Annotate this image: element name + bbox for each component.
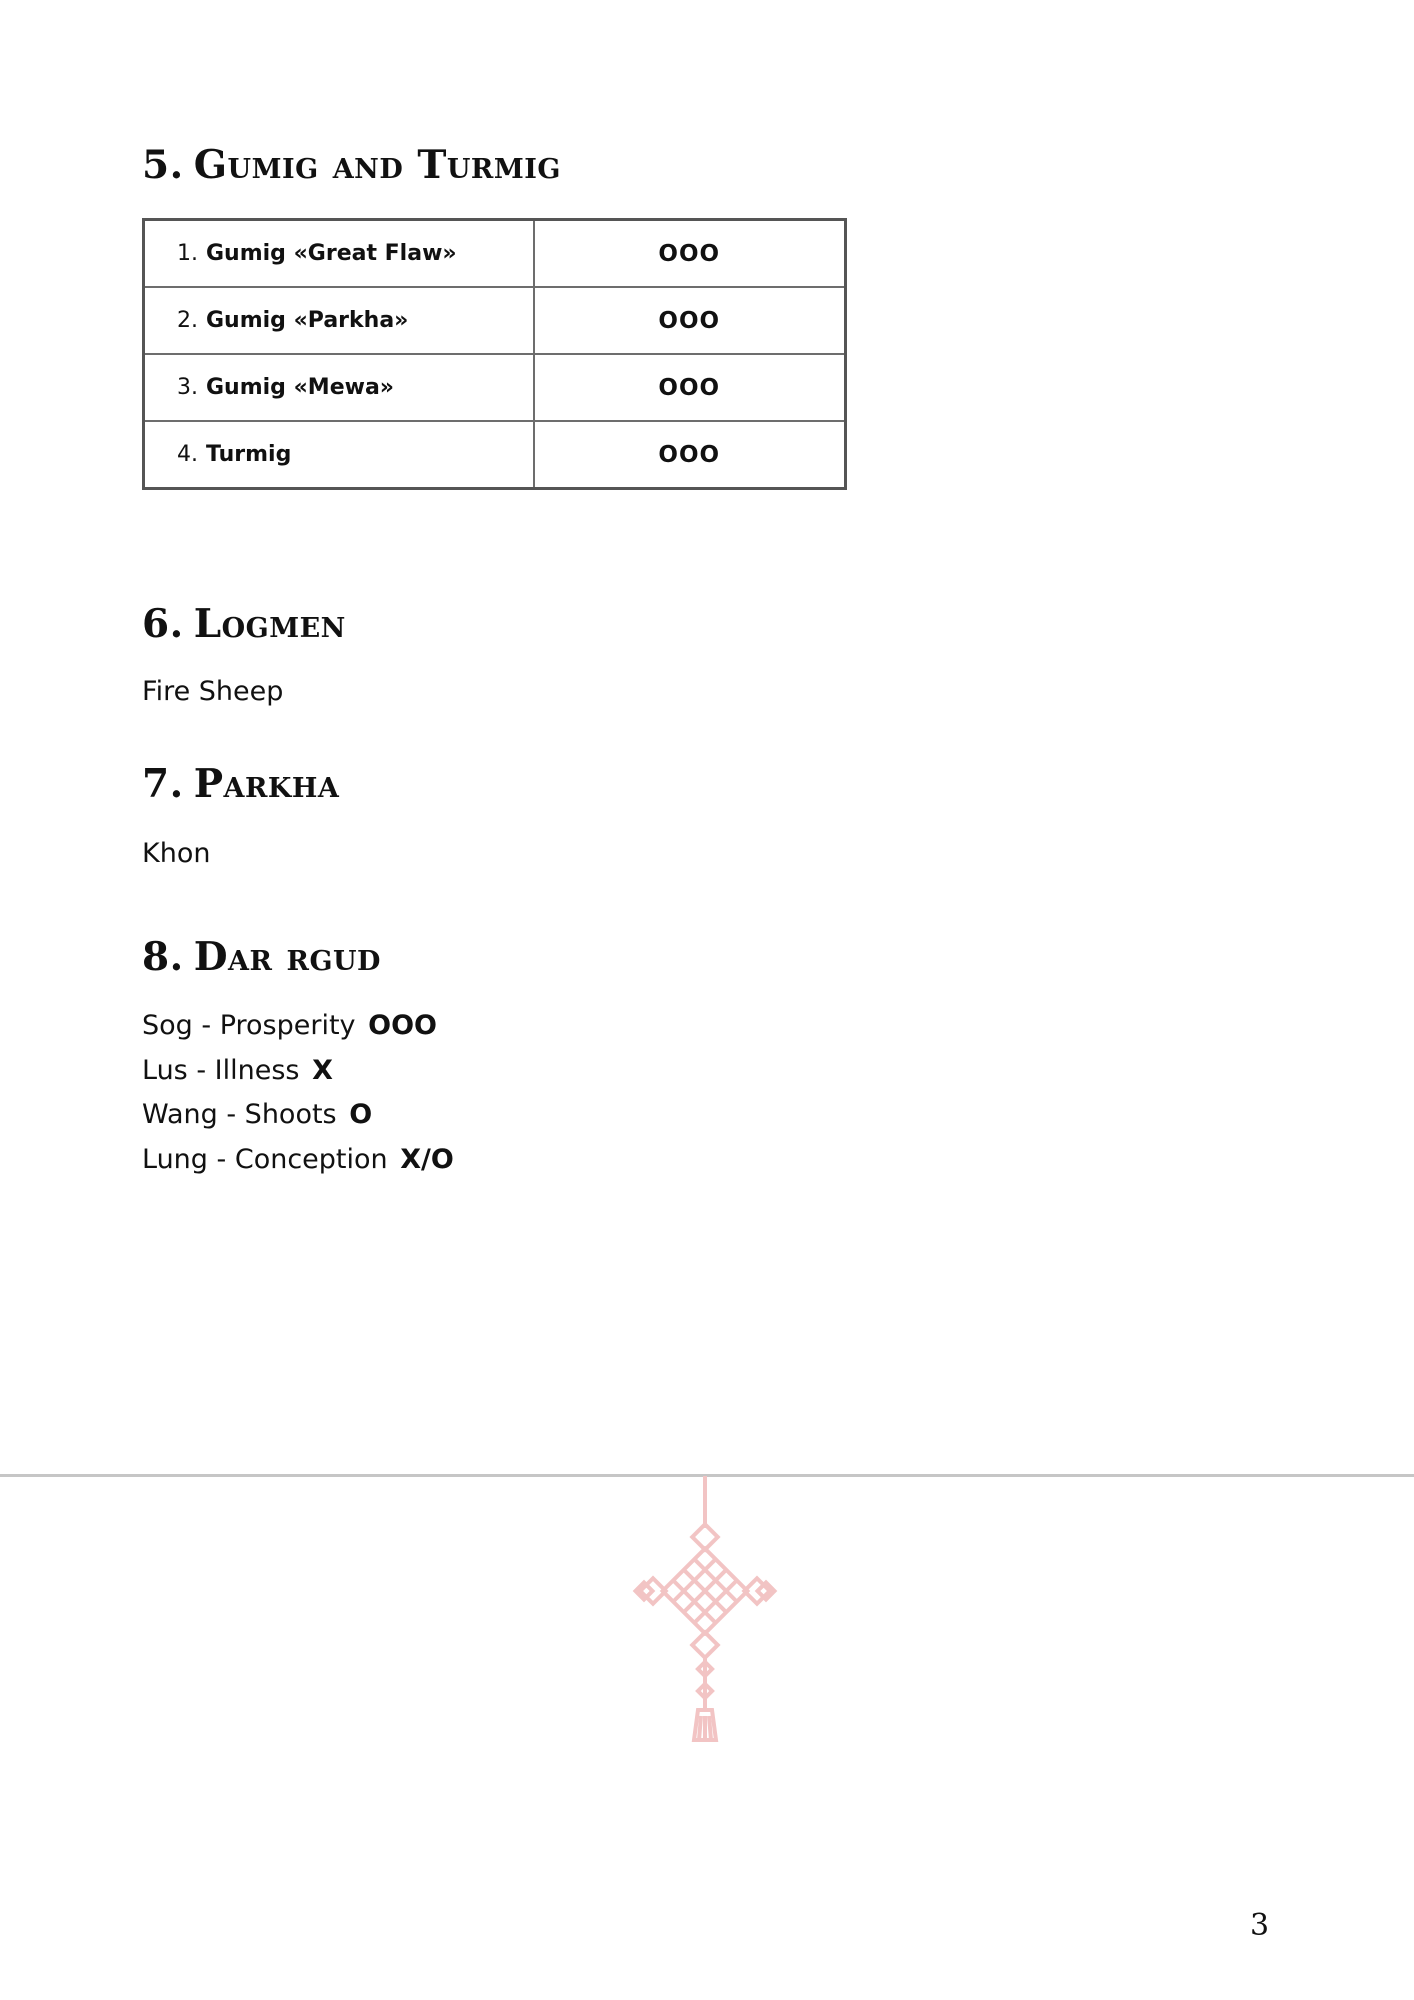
dar-rgud-list <box>142 1009 454 1187</box>
table-row <box>144 421 846 489</box>
table-cell-label <box>144 354 534 421</box>
item-label: Lus - Illness <box>142 1054 300 1086</box>
row-name: Gumig «Parkha» <box>206 308 409 333</box>
section-heading-logmen <box>142 601 346 647</box>
row-index: 3. <box>177 375 198 400</box>
page-number: 3 <box>1250 1908 1270 1943</box>
list-item <box>142 1009 454 1054</box>
table-row <box>144 220 846 288</box>
section-number: 5. <box>142 142 184 188</box>
parkha-value: Khon <box>142 838 211 869</box>
item-mark: O <box>349 1099 373 1131</box>
row-index: 4. <box>177 442 198 467</box>
item-label: Wang - Shoots <box>142 1099 337 1131</box>
row-name: Gumig «Great Flaw» <box>206 241 457 266</box>
section-heading-gumig-turmig <box>142 142 561 188</box>
gumig-turmig-table <box>142 218 847 490</box>
list-item <box>142 1143 454 1188</box>
logmen-value: Fire Sheep <box>142 676 284 707</box>
item-mark: X <box>312 1054 333 1086</box>
section-title: Gumig and Turmig <box>193 142 561 188</box>
item-mark: X/O <box>400 1143 454 1175</box>
table-cell-value: OOO <box>534 220 846 288</box>
row-index: 2. <box>177 308 198 333</box>
item-label: Lung - Conception <box>142 1143 388 1175</box>
item-mark: OOO <box>368 1010 437 1041</box>
row-name: Turmig <box>206 442 292 467</box>
table-cell-label <box>144 421 534 489</box>
endless-knot-icon <box>630 1476 780 1746</box>
table-cell-value: OOO <box>534 287 846 354</box>
table-cell-label <box>144 220 534 288</box>
table-row <box>144 354 846 421</box>
list-item <box>142 1098 454 1143</box>
table-cell-label <box>144 287 534 354</box>
row-name: Gumig «Mewa» <box>206 375 394 400</box>
table-cell-value: OOO <box>534 421 846 489</box>
section-number: 6. <box>142 601 184 647</box>
list-item <box>142 1054 454 1099</box>
table-cell-value: OOO <box>534 354 846 421</box>
row-index: 1. <box>177 241 198 266</box>
section-heading-parkha <box>142 761 340 807</box>
section-number: 8. <box>142 934 184 980</box>
table-row <box>144 287 846 354</box>
section-title: Logmen <box>193 601 346 647</box>
item-label: Sog - Prosperity <box>142 1010 356 1041</box>
section-heading-dar-rgud <box>142 934 381 980</box>
section-number: 7. <box>142 761 184 807</box>
section-title: Dar rgud <box>193 934 381 980</box>
section-title: Parkha <box>193 761 340 807</box>
